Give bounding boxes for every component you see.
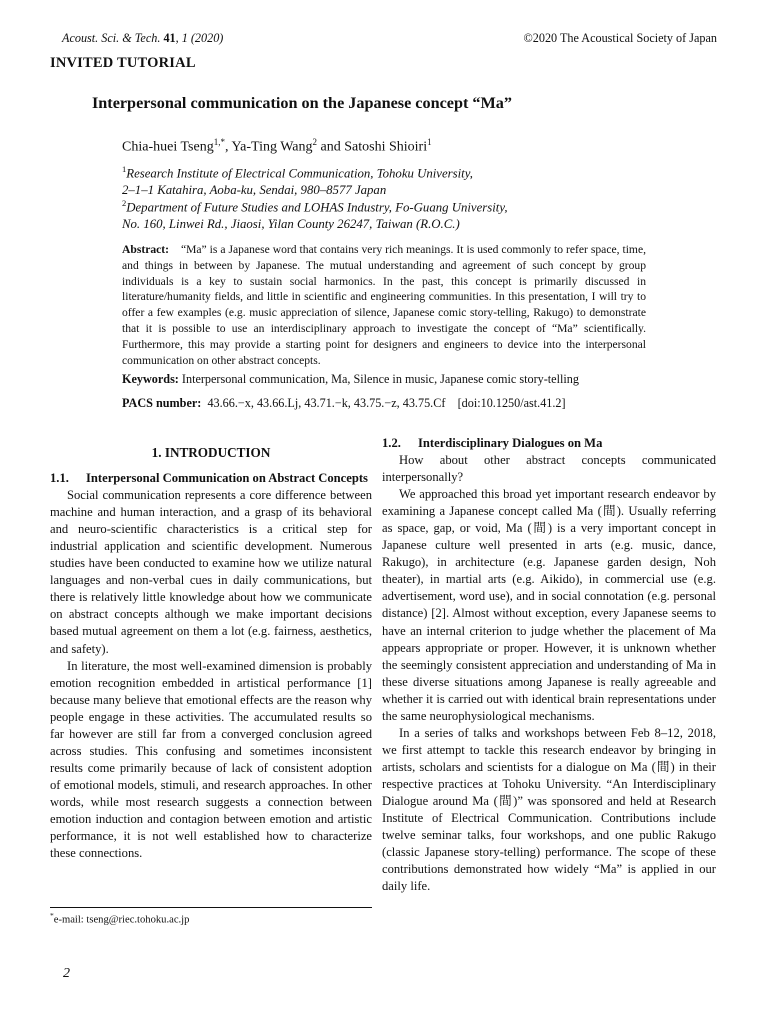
abstract-label: Abstract: [122, 243, 170, 256]
body-paragraph: In literature, the most well-examined dimension is probably emotion recognition embedded in artistical performance [1] because many believe that emotional effects are the reason why people engage in these activities. The accumulated results so far however are still far from a converged conclusion agreed across studies. This confusing and sometimes inconsistent results come primarily because of lack of consistent adoption of emotional models, stimuli, and research approaches. In other words, while most research suggests a connection between emotion induction and contagion between emotion and artistic performance, it is not well established how to characterize these connections. [50, 658, 372, 861]
affiliation-mark: 2 [122, 198, 127, 208]
body-paragraph: We approached this broad yet important research endeavor by examining a Japanese concept called Ma (間). Usually referring as space, gap, or void, Ma (間) is a very important concept in Japanese culture well presented in arts (e.g. music, dance, Rakugo), in architecture (e.g. Japanese garden design, Noh theater), in martial arts (e.g. Aikido), in commercial use (e.g. advertisement, word use), and in social connotation (e.g. personal distance) [2]. Almost without exception, every Japanese seems to have an internal criterion to judge whether the placement of Ma appears appropriate or proper. However, it is unknown whether the seemingly consistent appreciation and understanding of Ma in these diverse situations among Japanese is really agreeable and whether it is carried out with identical brain representations under the same neurophysiological mechanisms. [382, 487, 716, 723]
affiliation-line [122, 161, 473, 182]
affiliation-line: 2–1–1 Katahira, Aoba-ku, Sendai, 980–8577 Japan [122, 183, 387, 198]
author-affiliation-mark: 1,* [213, 137, 225, 147]
body-paragraph: Social communication represents a core difference between machine and human interaction, and a grasp of its behavioral and neuro-scientific characteristics is a critical step for industrial application and scientific development. Numerous studies have been conducted to examine how we utilize natural languages and non-verbal cues in daily communications, but there is relatively little knowledge about how we communicate on abstract concepts although we make important decisions based mutual agreement on them a lot (e.g. fairness, aesthetics, and safety). [50, 488, 372, 656]
author-name: Ya-Ting Wang [231, 139, 313, 155]
journal-citation [62, 31, 223, 46]
pacs-numbers [122, 396, 566, 411]
author-list [122, 137, 432, 156]
author-separator: , [224, 139, 232, 155]
author-affiliation-mark: 1 [427, 137, 432, 147]
subsection-number: 1.2. [382, 436, 401, 450]
journal-volume: 41 [163, 31, 176, 45]
affiliation-1 [122, 161, 473, 199]
author-name: Satoshi Shioiri [344, 139, 428, 155]
section-heading-introduction: 1. INTRODUCTION [151, 445, 271, 460]
abstract-text: “Ma” is a Japanese word that contains very rich meanings. It is used commonly to refer space, time, and things in between by Japanese. The mutual understanding and agreement of such concept by group individuals is a key to sustain social harmonics. In the past, this concept is primarily discussed in literature/humanity fields, and little in scientific and engineering communities. In this presentation, I will try to offer a few examples (e.g. music appreciation of silence, Japanese comic story-telling, Rakugo) to demonstrate that it is possible to use an interdisciplinary approach to investigate the concept of “Ma” scientifically. Furthermore, this may provide a starting point for designers and engineers to device into the interpersonal communication on other abstract concepts. [122, 243, 646, 367]
keywords-label: Keywords: [122, 372, 179, 386]
footnote [50, 911, 189, 926]
affiliation-line [122, 195, 508, 216]
affiliation-mark: 1 [122, 164, 127, 174]
footnote-email: e-mail: tseng@riec.tohoku.ac.jp [53, 914, 190, 926]
subsection-number: 1.1. [50, 471, 69, 486]
pacs-text: 43.66.−x, 43.66.Lj, 43.71.−k, 43.75.−z, 43.75.Cf [207, 396, 446, 410]
subsection-title: Interdisciplinary Dialogues on Ma [418, 436, 603, 450]
subsection-heading-1-1 [50, 470, 372, 487]
abstract [122, 242, 646, 368]
affiliation-text: Research Institute of Electrical Communication, Tohoku University, [126, 166, 473, 181]
footnote-divider [50, 907, 372, 908]
journal-issue-year: , 1 (2020) [175, 31, 224, 45]
article-type: INVITED TUTORIAL [50, 55, 196, 71]
left-column [50, 440, 372, 862]
doi-link[interactable]: [doi:10.1250/ast.41.2] [457, 396, 566, 410]
author-separator: and [317, 139, 345, 155]
copyright-notice: ©2020 The Acoustical Society of Japan [523, 31, 717, 45]
journal-name: Acoust. Sci. & Tech. [62, 31, 161, 45]
affiliation-2 [122, 195, 508, 233]
subsection-title: Interpersonal Communication on Abstract Concepts [86, 471, 368, 486]
author-affiliation-mark: 2 [312, 137, 318, 147]
affiliation-line: No. 160, Linwei Rd., Jiaosi, Yilan County 26247, Taiwan (R.O.C.) [122, 217, 460, 232]
body-paragraph: How about other abstract concepts communicated interpersonally? [382, 453, 716, 485]
keywords [122, 372, 579, 387]
affiliation-text: Department of Future Studies and LOHAS Industry, Fo-Guang University, [126, 200, 508, 215]
page-number: 2 [63, 966, 70, 981]
pacs-label: PACS number: [122, 396, 202, 410]
subsection-heading-1-2 [382, 435, 716, 452]
author-name: Chia-huei Tseng [122, 139, 214, 155]
paper-title: Interpersonal communication on the Japanese concept “Ma” [92, 94, 512, 112]
body-paragraph: In a series of talks and workshops between Feb 8–12, 2018, we first attempt to tackle this research endeavor by bringing in artists, scholars and scientists for a dialogue on Ma (間) in their respective practices at Tohoku University. “An Interdisciplinary Dialogue around Ma (間)” was sponsored and held at Research Institute of Electrical Communication. Contributions include twelve seminar talks, four workshops, and one public Rakugo (classic Japanese story-telling) performance. The scope of these contributions demonstrated how widely “Ma” is applied in our daily life. [382, 725, 716, 894]
right-column [382, 435, 716, 895]
keywords-text: Interpersonal communication, Ma, Silence in music, Japanese comic story-telling [181, 372, 579, 386]
footnote-mark: * [50, 911, 54, 920]
running-header [62, 31, 717, 47]
